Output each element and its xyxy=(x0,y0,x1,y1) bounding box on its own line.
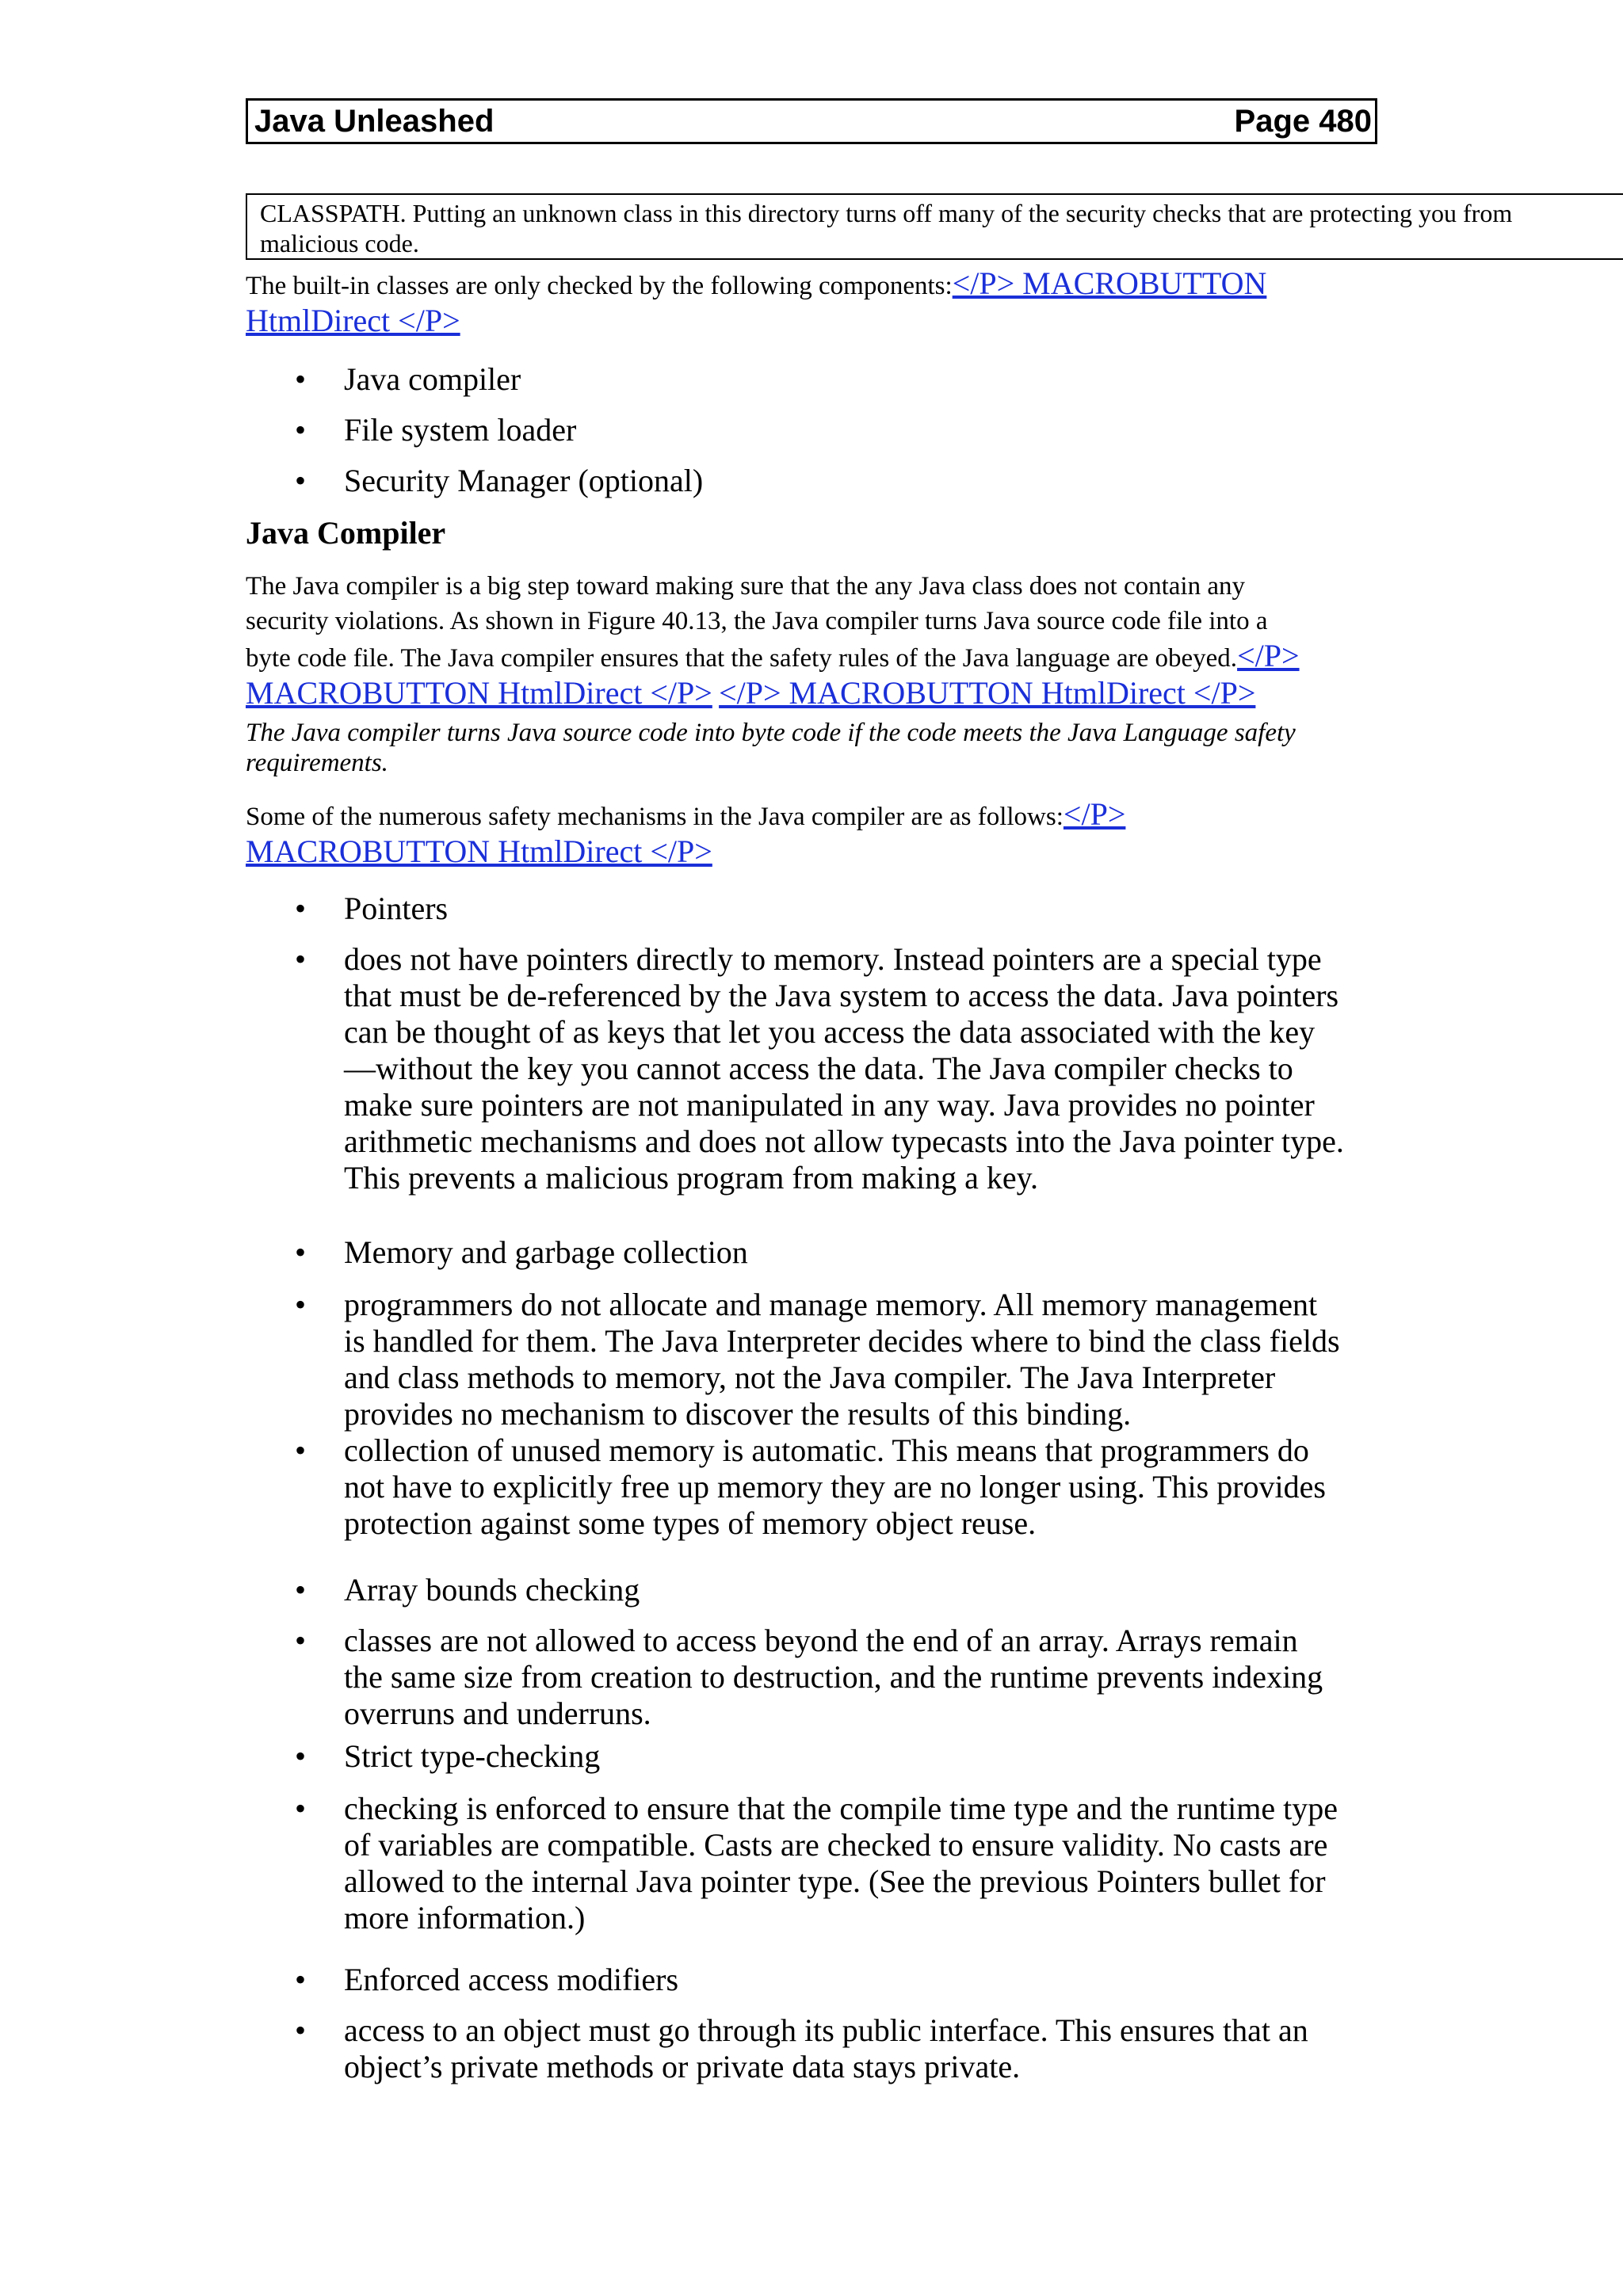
list-item-line: Strict type-checking xyxy=(344,1738,601,1774)
list-item-line: arithmetic mechanisms and does not allow typecasts into the Java pointer type. xyxy=(344,1123,1344,1159)
paragraph-line: byte code file. The Java compiler ensures that the safety rules of the Java language are obeyed. xyxy=(246,644,1238,673)
list-item-line: make sure pointers are not manipulated in any way. Java provides no pointer xyxy=(344,1087,1315,1123)
macrobutton-link[interactable]: HtmlDirect </P> xyxy=(246,303,460,338)
list-item-text xyxy=(344,1738,1390,1775)
bullet-icon: • xyxy=(295,1287,307,1322)
paragraph-line: security violations. As shown in Figure 40.13, the Java compiler turns Java source code file into a xyxy=(246,607,1268,635)
list-item-line: Memory and garbage collection xyxy=(344,1234,748,1270)
list-item-line: of variables are compatible. Casts are checked to ensure validity. No casts are xyxy=(344,1827,1328,1863)
list-item-line: provides no mechanism to discover the results of this binding. xyxy=(344,1396,1132,1432)
list-item-line: checking is enforced to ensure that the compile time type and the runtime type xyxy=(344,1791,1338,1826)
bullet-icon: • xyxy=(295,1623,307,1658)
list-item-line: —without the key you cannot access the data. The Java compiler checks to xyxy=(344,1051,1293,1086)
list-item-line: Pointers xyxy=(344,891,449,926)
list-item-text xyxy=(344,1234,1390,1271)
list-item-line: more information.) xyxy=(344,1900,586,1936)
page-number: Page 480 xyxy=(1234,104,1372,139)
list-item-line: is handled for them. The Java Interpreter decides where to bind the class fields xyxy=(344,1323,1340,1359)
bullet-icon: • xyxy=(295,1738,307,1774)
section-heading: Java Compiler xyxy=(246,515,446,551)
caption-line: The Java compiler turns Java source code into byte code if the code meets the Java Language safety xyxy=(246,719,1296,747)
list-item-text xyxy=(344,941,1390,1196)
list-item-text xyxy=(344,1572,1390,1608)
list-item-line: not have to explicitly free up memory they are no longer using. This provides xyxy=(344,1469,1326,1505)
macrobutton-link[interactable]: </P> MACROBUTTON xyxy=(952,265,1267,301)
mechanisms-paragraph xyxy=(246,797,1379,871)
macrobutton-link[interactable]: MACROBUTTON HtmlDirect </P> xyxy=(246,833,712,869)
note-line: malicious code. xyxy=(260,229,419,257)
list-item-text xyxy=(344,1962,1390,1998)
list-item-line: that must be de-referenced by the Java system to access the data. Java pointers xyxy=(344,978,1339,1013)
list-item-line: access to an object must go through its public interface. This ensures that an xyxy=(344,2012,1308,2048)
list-item-text xyxy=(344,1623,1390,1732)
paragraph-text: The built-in classes are only checked by the following components: xyxy=(246,272,953,300)
compiler-paragraph xyxy=(246,569,1379,713)
list-item-line: Enforced access modifiers xyxy=(344,1962,679,1997)
bullet-icon: • xyxy=(295,2012,307,2048)
list-item-line: does not have pointers directly to memory. Instead pointers are a special type xyxy=(344,941,1322,977)
list-item-line: programmers do not allocate and manage memory. All memory management xyxy=(344,1287,1318,1322)
caption-line: requirements. xyxy=(246,749,388,777)
list-item-line: the same size from creation to destruction, and the runtime prevents indexing xyxy=(344,1659,1323,1695)
list-item-line: collection of unused memory is automatic. This means that programmers do xyxy=(344,1432,1309,1468)
list-item-text xyxy=(344,2012,1390,2085)
list-item-text: File system loader xyxy=(344,412,577,448)
list-item-text: Java compiler xyxy=(344,361,521,397)
list-item-line: overruns and underruns. xyxy=(344,1695,651,1731)
macrobutton-link[interactable]: </P> xyxy=(1063,796,1126,832)
list-item-text xyxy=(344,891,1390,927)
macrobutton-link[interactable]: </P> MACROBUTTON HtmlDirect </P> xyxy=(719,675,1256,711)
list-item-line: Array bounds checking xyxy=(344,1572,640,1608)
note-line: CLASSPATH. Putting an unknown class in this directory turns off many of the security checks that are protecting you from xyxy=(260,199,1513,227)
bullet-icon: • xyxy=(295,1234,307,1270)
list-item-text xyxy=(344,1287,1390,1432)
bullet-icon: • xyxy=(295,412,307,448)
list-item-text: Security Manager (optional) xyxy=(344,463,704,498)
list-item-line: can be thought of as keys that let you access the data associated with the key xyxy=(344,1014,1316,1050)
list-item-text xyxy=(344,1791,1390,1936)
macrobutton-link[interactable]: </P> xyxy=(1237,638,1300,673)
note-box xyxy=(246,193,1623,260)
list-item-line: This prevents a malicious program from making a key. xyxy=(344,1160,1039,1196)
figure-caption xyxy=(246,718,1379,778)
list-item-line: protection against some types of memory object reuse. xyxy=(344,1505,1037,1541)
bullet-icon: • xyxy=(295,1432,307,1468)
macrobutton-link[interactable]: MACROBUTTON HtmlDirect </P> xyxy=(246,675,712,711)
paragraph-text: Some of the numerous safety mechanisms in the Java compiler are as follows: xyxy=(246,803,1064,831)
book-title: Java Unleashed xyxy=(254,104,495,139)
list-item-line: classes are not allowed to access beyond the end of an array. Arrays remain xyxy=(344,1623,1298,1658)
bullet-icon: • xyxy=(295,941,307,977)
bullet-icon: • xyxy=(295,361,307,397)
page-header xyxy=(246,98,1377,144)
bullet-icon: • xyxy=(295,1962,307,1997)
intro-paragraph xyxy=(246,266,1379,341)
bullet-icon: • xyxy=(295,1572,307,1608)
list-item-line: object’s private methods or private data stays private. xyxy=(344,2049,1021,2084)
list-item-line: and class methods to memory, not the Java compiler. The Java Interpreter xyxy=(344,1360,1276,1395)
bullet-icon: • xyxy=(295,463,307,498)
list-item-text xyxy=(344,1432,1390,1542)
bullet-icon: • xyxy=(295,891,307,926)
list-item-line: allowed to the internal Java pointer type. (See the previous Pointers bullet for xyxy=(344,1863,1326,1899)
bullet-icon: • xyxy=(295,1791,307,1826)
paragraph-line: The Java compiler is a big step toward making sure that the any Java class does not contain any xyxy=(246,572,1245,601)
